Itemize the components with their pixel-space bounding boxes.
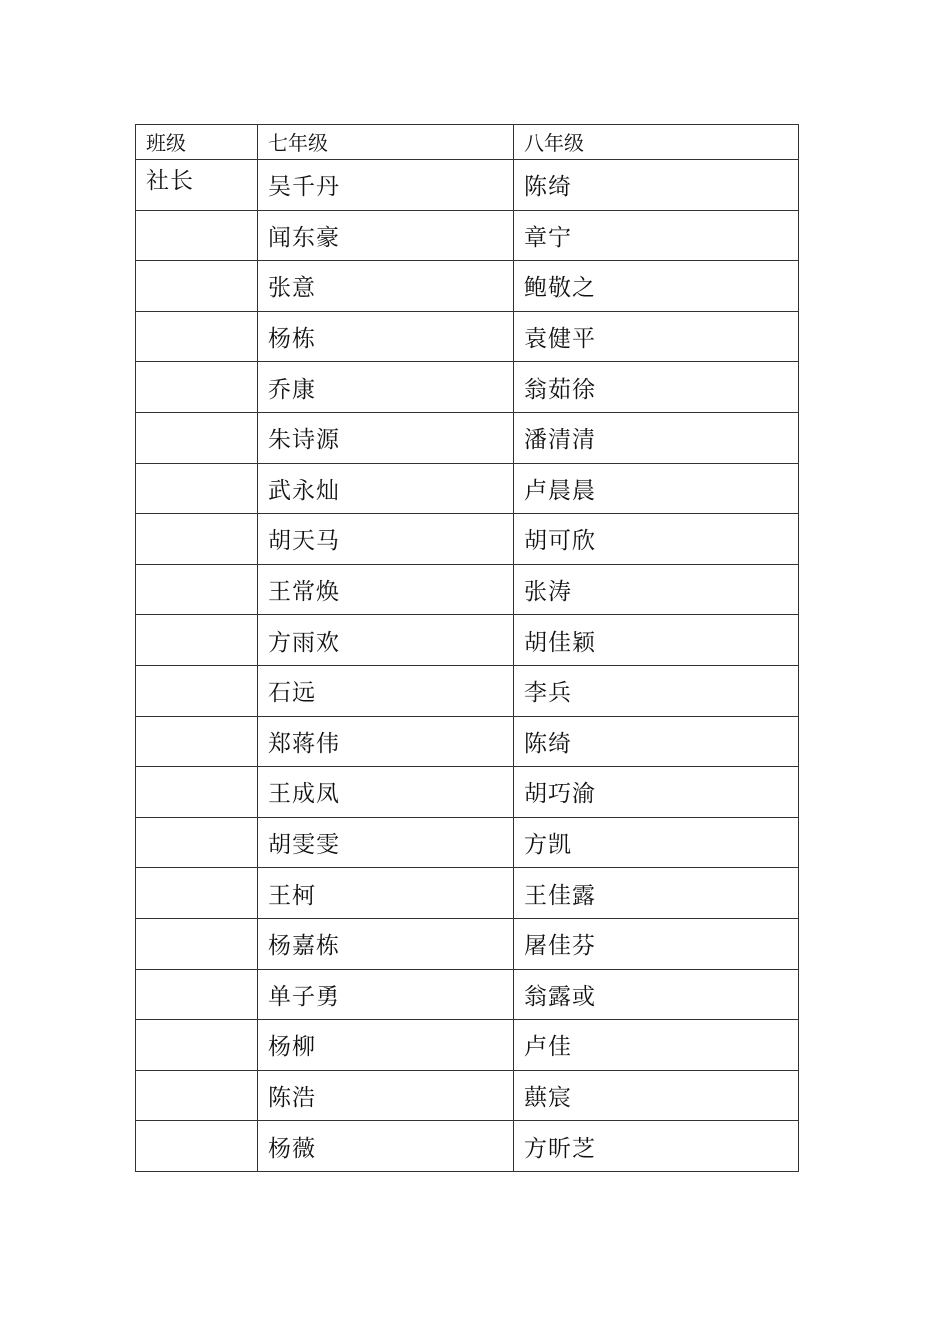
roster-table bbox=[135, 124, 799, 1172]
class-cell bbox=[136, 564, 258, 615]
class-cell bbox=[136, 817, 258, 868]
grade-8-name: 鲍敬之 bbox=[514, 261, 799, 312]
grade-8-name: 卢晨晨 bbox=[514, 463, 799, 514]
grade-8-name: 潘清清 bbox=[514, 412, 799, 463]
grade-8-name: 章宁 bbox=[514, 210, 799, 261]
grade-7-name: 武永灿 bbox=[258, 463, 514, 514]
class-cell bbox=[136, 615, 258, 666]
grade-7-name: 张意 bbox=[258, 261, 514, 312]
class-cell bbox=[136, 362, 258, 413]
grade-7-name: 杨栋 bbox=[258, 311, 514, 362]
class-cell bbox=[136, 412, 258, 463]
grade-8-name: 屠佳芬 bbox=[514, 918, 799, 969]
table-row bbox=[136, 261, 799, 312]
header-grade-7: 七年级 bbox=[258, 125, 514, 160]
grade-7-name: 陈浩 bbox=[258, 1070, 514, 1121]
grade-8-name: 胡佳颖 bbox=[514, 615, 799, 666]
table-row bbox=[136, 1121, 799, 1172]
grade-8-name: 王佳露 bbox=[514, 868, 799, 919]
table-row bbox=[136, 564, 799, 615]
grade-8-name: 方昕芝 bbox=[514, 1121, 799, 1172]
table-row bbox=[136, 868, 799, 919]
grade-8-name: 张涛 bbox=[514, 564, 799, 615]
header-grade-8: 八年级 bbox=[514, 125, 799, 160]
class-cell bbox=[136, 918, 258, 969]
table-row bbox=[136, 160, 799, 211]
class-cell bbox=[136, 716, 258, 767]
class-cell bbox=[136, 665, 258, 716]
roster-body bbox=[136, 125, 799, 1172]
grade-8-name: 方凯 bbox=[514, 817, 799, 868]
header-row bbox=[136, 125, 799, 160]
class-cell bbox=[136, 514, 258, 565]
class-cell bbox=[136, 1070, 258, 1121]
table-row bbox=[136, 918, 799, 969]
table-row bbox=[136, 311, 799, 362]
grade-7-name: 吴千丹 bbox=[258, 160, 514, 211]
grade-7-name: 杨薇 bbox=[258, 1121, 514, 1172]
table-row bbox=[136, 1070, 799, 1121]
header-class: 班级 bbox=[136, 125, 258, 160]
table-row bbox=[136, 716, 799, 767]
table-row bbox=[136, 362, 799, 413]
table-row bbox=[136, 767, 799, 818]
class-cell bbox=[136, 311, 258, 362]
table-row bbox=[136, 514, 799, 565]
grade-7-name: 方雨欢 bbox=[258, 615, 514, 666]
table-row bbox=[136, 817, 799, 868]
grade-8-name: 李兵 bbox=[514, 665, 799, 716]
grade-8-name: 卢佳 bbox=[514, 1020, 799, 1071]
class-cell bbox=[136, 767, 258, 818]
grade-7-name: 乔康 bbox=[258, 362, 514, 413]
grade-8-name: 陈绮 bbox=[514, 716, 799, 767]
grade-7-name: 杨柳 bbox=[258, 1020, 514, 1071]
grade-8-name: 袁健平 bbox=[514, 311, 799, 362]
table-row bbox=[136, 412, 799, 463]
grade-7-name: 王成凤 bbox=[258, 767, 514, 818]
table-row bbox=[136, 463, 799, 514]
grade-7-name: 胡雯雯 bbox=[258, 817, 514, 868]
class-cell bbox=[136, 1121, 258, 1172]
grade-7-name: 王常焕 bbox=[258, 564, 514, 615]
grade-7-name: 朱诗源 bbox=[258, 412, 514, 463]
table-row bbox=[136, 665, 799, 716]
table-row bbox=[136, 1020, 799, 1071]
class-cell bbox=[136, 210, 258, 261]
grade-8-name: 蕻宸 bbox=[514, 1070, 799, 1121]
grade-8-name: 胡巧渝 bbox=[514, 767, 799, 818]
table-row bbox=[136, 210, 799, 261]
grade-7-name: 胡天马 bbox=[258, 514, 514, 565]
grade-7-name: 闻东豪 bbox=[258, 210, 514, 261]
class-cell bbox=[136, 463, 258, 514]
grade-8-name: 翁露或 bbox=[514, 969, 799, 1020]
grade-8-name: 胡可欣 bbox=[514, 514, 799, 565]
class-cell bbox=[136, 969, 258, 1020]
class-cell bbox=[136, 868, 258, 919]
class-cell bbox=[136, 261, 258, 312]
grade-7-name: 郑蒋伟 bbox=[258, 716, 514, 767]
grade-7-name: 杨嘉栋 bbox=[258, 918, 514, 969]
table-row bbox=[136, 615, 799, 666]
grade-7-name: 单子勇 bbox=[258, 969, 514, 1020]
table-row bbox=[136, 969, 799, 1020]
role-label: 社长 bbox=[136, 160, 258, 211]
grade-7-name: 石远 bbox=[258, 665, 514, 716]
class-cell bbox=[136, 1020, 258, 1071]
grade-7-name: 王柯 bbox=[258, 868, 514, 919]
grade-8-name: 陈绮 bbox=[514, 160, 799, 211]
grade-8-name: 翁茹徐 bbox=[514, 362, 799, 413]
